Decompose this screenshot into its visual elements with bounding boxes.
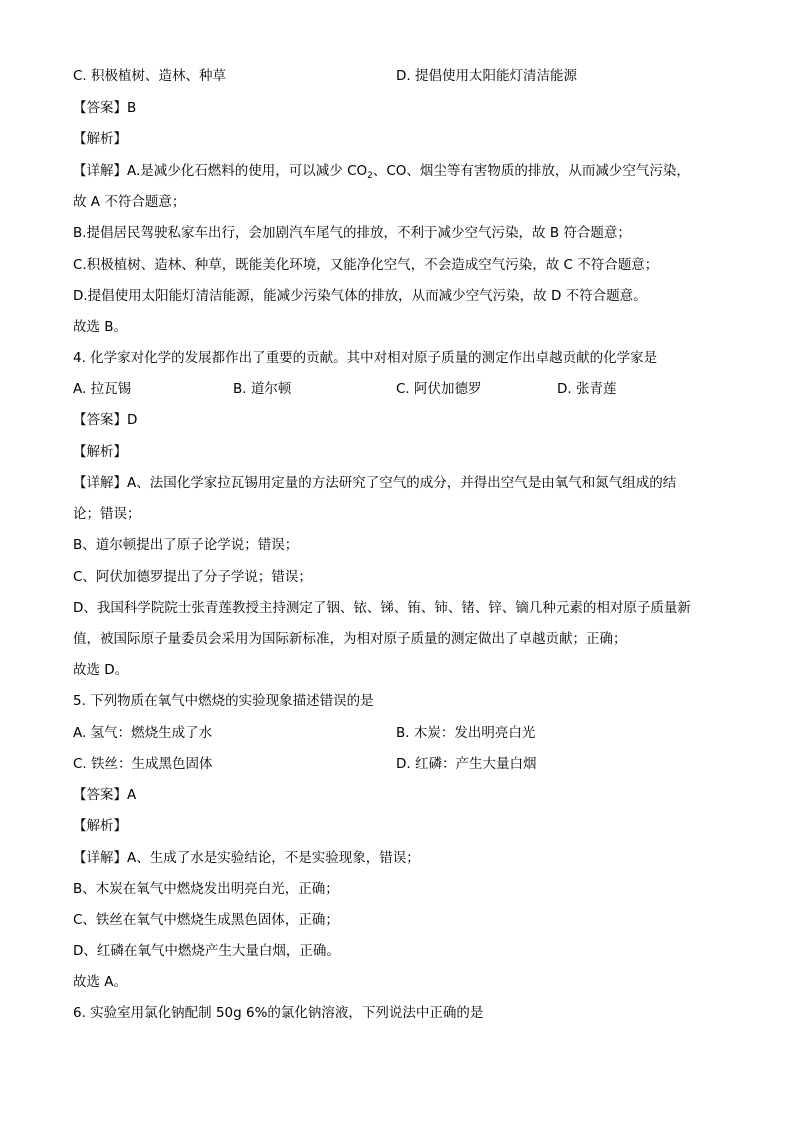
- q4-detail-b: B、道尔顿提出了原子论学说；错误；: [73, 537, 299, 553]
- q3-detail-a-pre: 【详解】A.是减少化石燃料的使用，可以减少 CO: [73, 163, 368, 179]
- q5-detail-c: C、铁丝在氧气中燃烧生成黑色固体，正确；: [73, 912, 339, 928]
- q4-option-d: D. 张青莲: [557, 381, 617, 397]
- q3-detail-b: B.提倡居民驾驶私家车出行，会加剧汽车尾气的排放，不利于减少空气污染，故 B 符合题意；: [73, 225, 631, 241]
- q5-option-c: C. 铁丝：生成黑色固体: [73, 756, 213, 772]
- q4-answer: 【答案】D: [73, 412, 138, 428]
- q3-answer: 【答案】B: [73, 100, 137, 116]
- q5-detail-b: B、木炭在氧气中燃烧发出明亮白光，正确；: [73, 881, 339, 897]
- q3-analysis-label: 【解析】: [73, 131, 127, 147]
- q4-stem: 4. 化学家对化学的发展都作出了重要的贡献。其中对相对原子质量的测定作出卓越贡献的化学家是: [73, 350, 658, 366]
- q3-detail-a-post: 、CO、烟尘等有害物质的排放，从而减少空气污染，: [372, 163, 690, 179]
- q3-option-d: D. 提倡使用太阳能灯清洁能源: [396, 68, 577, 84]
- co2-subscript: 2: [367, 171, 373, 181]
- q5-detail-a: 【详解】A、生成了水是实验结论，不是实验现象，错误；: [73, 850, 420, 866]
- q4-detail-a-line1: 【详解】A、法国化学家拉瓦锡用定量的方法研究了空气的成分，并得出空气是由氧气和氮气组成的结: [73, 475, 677, 491]
- q5-answer: 【答案】A: [73, 787, 137, 803]
- q3-detail-c: C.积极植树、造林、种草，既能美化环境，又能净化空气，不会造成空气污染，故 C 不符合题意；: [73, 257, 659, 273]
- q5-analysis-label: 【解析】: [73, 818, 127, 834]
- q4-option-c: C. 阿伏加德罗: [396, 381, 482, 397]
- q5-option-a: A. 氢气：燃烧生成了水: [73, 725, 213, 741]
- q4-detail-a-line2: 论；错误；: [73, 506, 141, 522]
- q4-detail-d-line2: 值，被国际原子量委员会采用为国际新标准，为相对原子质量的测定做出了卓越贡献；正确；: [73, 631, 627, 647]
- q5-option-b: B. 木炭：发出明亮白光: [396, 725, 536, 741]
- q6-stem: 6. 实验室用氯化钠配制 50g 6%的氯化钠溶液，下列说法中正确的是: [73, 1005, 484, 1021]
- q4-detail-d-line1: D、我国科学院院士张青莲教授主持测定了铟、铱、锑、铕、铈、锗、锌、镝几种元素的相对原子质量新: [73, 600, 691, 616]
- q3-detail-a-line1: [73, 162, 690, 180]
- q4-conclusion: 故选 D。: [73, 662, 129, 678]
- q5-conclusion: 故选 A。: [73, 974, 128, 990]
- q3-detail-a-line2: 故 A 不符合题意；: [73, 194, 186, 210]
- q4-option-b: B. 道尔顿: [233, 381, 292, 397]
- q5-stem: 5. 下列物质在氧气中燃烧的实验现象描述错误的是: [73, 693, 374, 709]
- q4-analysis-label: 【解析】: [73, 444, 127, 460]
- q4-option-a: A. 拉瓦锡: [73, 381, 132, 397]
- q3-conclusion: 故选 B。: [73, 319, 128, 335]
- q5-detail-d: D、红磷在氧气中燃烧产生大量白烟，正确。: [73, 943, 340, 959]
- q4-detail-c: C、阿伏加德罗提出了分子学说；错误；: [73, 569, 312, 585]
- q3-option-c: C. 积极植树、造林、种草: [73, 68, 227, 84]
- q5-option-d: D. 红磷：产生大量白烟: [396, 756, 537, 772]
- q3-detail-d: D.提倡使用太阳能灯清洁能源，能减少污染气体的排放，从而减少空气污染，故 D 不符合题意。: [73, 288, 647, 304]
